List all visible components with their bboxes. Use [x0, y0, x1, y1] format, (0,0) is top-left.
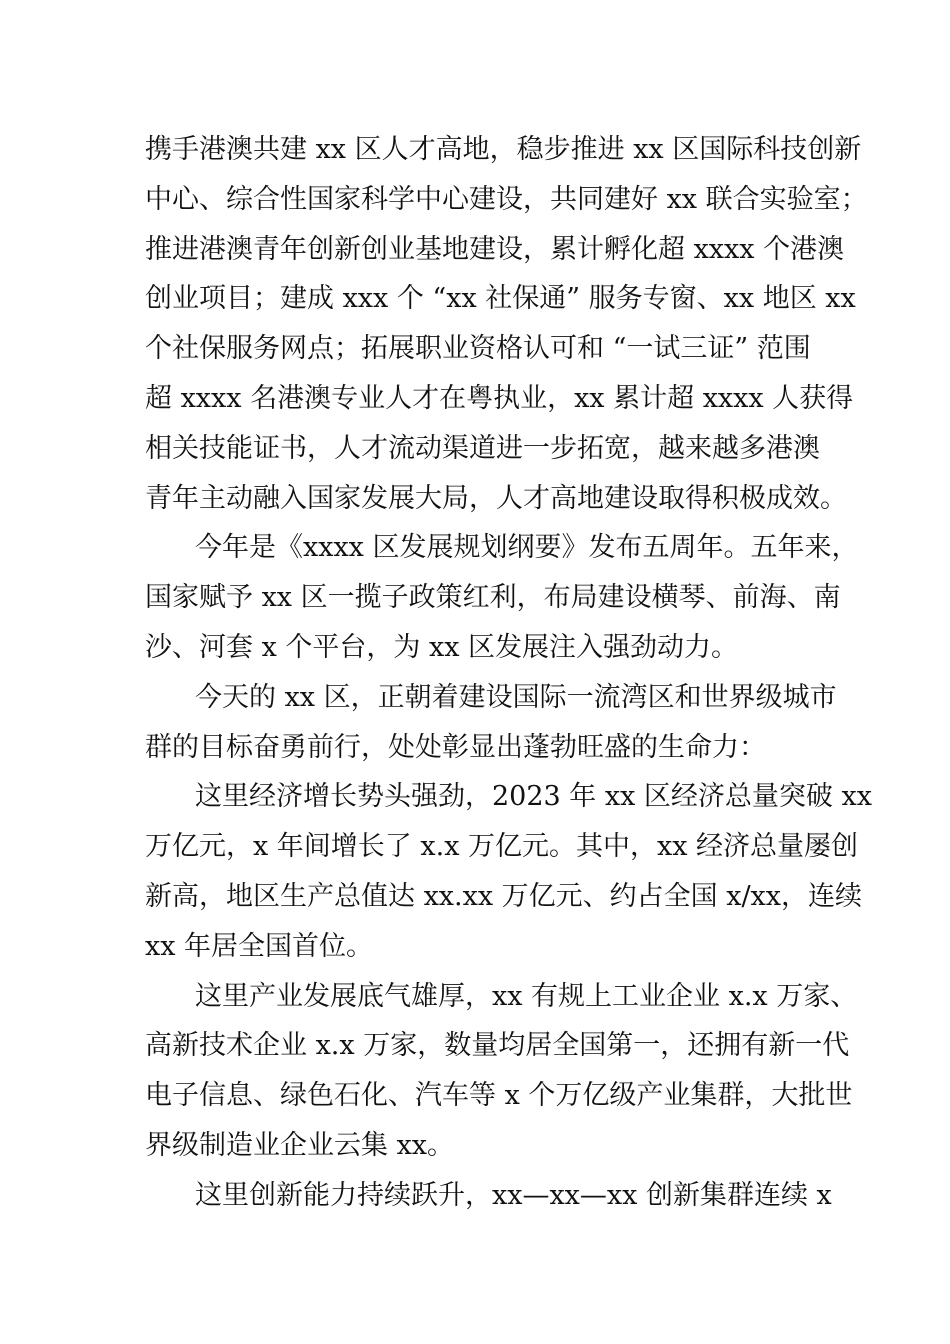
paragraph-bay-area-today	[145, 673, 837, 773]
document-body	[145, 125, 872, 1221]
paragraph-planning-anniversary	[145, 523, 859, 672]
text-line: 个社保服务网点；拓展职业资格认可和 “一试三证” 范围	[145, 333, 811, 365]
text-line: 这里创新能力持续跃升，xx—xx—xx 创新集群连续 x	[195, 1179, 832, 1211]
text-line: 沙、河套 x 个平台，为 xx 区发展注入强劲动力。	[145, 631, 739, 663]
text-line: 国家赋予 xx 区一揽子政策红利，布局建设横琴、前海、南	[145, 582, 841, 614]
text-line: xx 年居全国首位。	[145, 930, 374, 962]
text-line: 推进港澳青年创新创业基地建设，累计孵化超 xxxx 个港澳	[145, 233, 845, 265]
paragraph-economic-growth	[145, 772, 872, 971]
text-line: 今年是《xxxx 区发展规划纲要》发布五周年。五年来，	[195, 532, 859, 564]
text-line: 这里经济增长势头强劲，2023 年 xx 区经济总量突破 xx	[195, 781, 872, 813]
text-line: 电子信息、绿色石化、汽车等 x 个万亿级产业集群，大批世	[145, 1080, 853, 1112]
text-line: 新高，地区生产总值达 xx.xx 万亿元、约占全国 x/xx，连续	[145, 880, 863, 912]
text-line: 这里产业发展底气雄厚，xx 有规上工业企业 x.x 万家、	[195, 980, 858, 1012]
text-line: 相关技能证书，人才流动渠道进一步拓宽，越来越多港澳	[145, 432, 820, 464]
text-line: 万亿元，x 年间增长了 x.x 万亿元。其中，xx 经济总量屡创	[145, 831, 859, 863]
text-line: 青年主动融入国家发展大局，人才高地建设取得积极成效。	[145, 482, 847, 514]
text-line: 创业项目；建成 xxx 个 “xx 社保通” 服务专窗、xx 地区 xx	[145, 283, 856, 315]
text-line: 高新技术企业 x.x 万家，数量均居全国第一，还拥有新一代	[145, 1030, 850, 1062]
text-line: 中心、综合性国家科学中心建设，共同建好 xx 联合实验室；	[145, 183, 868, 215]
text-line: 界级制造业企业云集 xx。	[145, 1129, 455, 1161]
paragraph-talent-highland	[145, 125, 868, 523]
paragraph-industry-development	[145, 972, 858, 1171]
paragraph-innovation-capacity	[145, 1171, 832, 1221]
text-line: 携手港澳共建 xx 区人才高地，稳步推进 xx 区国际科技创新	[145, 134, 862, 165]
text-line: 今天的 xx 区，正朝着建设国际一流湾区和世界级城市	[195, 681, 837, 713]
text-line: 群的目标奋勇前行，处处彰显出蓬勃旺盛的生命力：	[145, 731, 766, 763]
text-line: 超 xxxx 名港澳专业人才在粤执业，xx 累计超 xxxx 人获得	[145, 382, 854, 414]
